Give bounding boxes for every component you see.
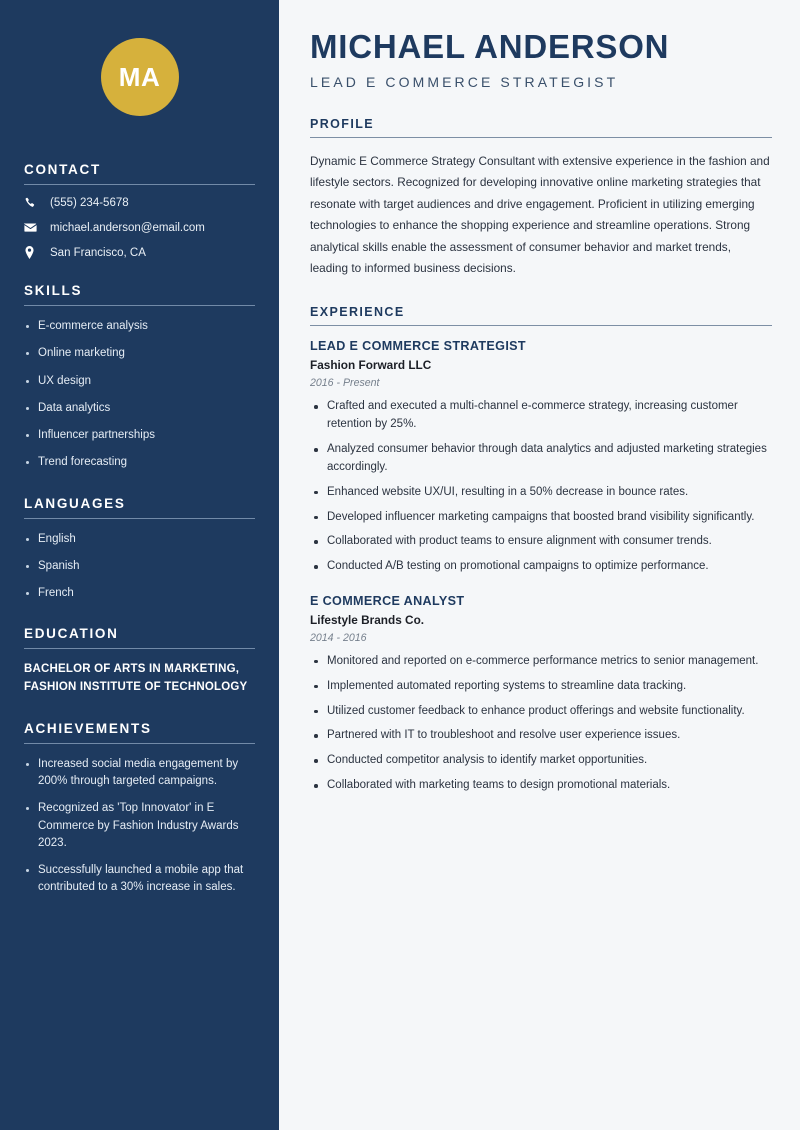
list-item: Data analytics <box>24 400 255 417</box>
profile-section <box>310 117 772 280</box>
education-divider <box>24 648 255 649</box>
contact-list <box>24 197 255 259</box>
profile-heading: PROFILE <box>310 116 374 131</box>
profile-text: Dynamic E Commerce Strategy Consultant with extensive experience in the fashion and lifestyle sectors. Recognized for developing innovative online marketing strategies that resonate with target audiences and drive engagement. Proficient in utilizing emerging technologies to enhance the shopping experience and streamline operations. Strong analytical skills enable the assessment of consumer behavior and market trends, leading to informed business decisions. <box>310 153 770 275</box>
education-entry: BACHELOR OF ARTS IN MARKETING, FASHION INSTITUTE OF TECHNOLOGY <box>24 663 248 694</box>
job-dates: 2016 - Present <box>310 377 380 390</box>
profile-divider <box>310 137 772 138</box>
contact-phone-value: (555) 234-5678 <box>50 197 129 209</box>
job-company: Fashion Forward LLC <box>310 358 432 373</box>
contact-location-value: San Francisco, CA <box>50 246 146 259</box>
achievements-divider <box>24 743 255 744</box>
experience-heading: EXPERIENCE <box>310 305 405 320</box>
list-item: Monitored and reported on e-commerce performance metrics to senior management. <box>310 653 772 671</box>
education-section <box>24 626 255 697</box>
contact-item-location[interactable] <box>24 246 255 259</box>
contact-divider <box>24 184 255 185</box>
experience-divider <box>310 325 772 326</box>
skills-list <box>24 318 255 472</box>
achievements-list <box>24 756 255 897</box>
avatar-container <box>24 0 255 162</box>
skills-divider <box>24 305 255 306</box>
location-pin-icon <box>24 246 42 259</box>
contact-item-email[interactable] <box>24 221 255 234</box>
page-title: MICHAEL ANDERSON <box>310 28 670 65</box>
avatar: MA <box>101 38 179 116</box>
experience-section <box>310 305 772 794</box>
job-dates: 2014 - 2016 <box>310 631 367 644</box>
list-item: Successfully launched a mobile app that contributed to a 30% increase in sales. <box>24 862 255 897</box>
job-title: LEAD E COMMERCE STRATEGIST <box>310 339 526 354</box>
job-bullets <box>310 398 772 576</box>
list-item: Collaborated with marketing teams to design promotional materials. <box>310 777 772 795</box>
list-item: Crafted and executed a multi-channel e-commerce strategy, increasing customer retention by 25%. <box>310 398 772 434</box>
job-bullets <box>310 653 772 795</box>
contact-item-phone[interactable] <box>24 197 255 209</box>
experience-job-2 <box>310 594 772 795</box>
list-item: E-commerce analysis <box>24 318 255 335</box>
languages-section <box>24 496 255 603</box>
skills-section <box>24 283 255 472</box>
list-item: Recognized as 'Top Innovator' in E Commerce by Fashion Industry Awards 2023. <box>24 800 255 852</box>
list-item: Collaborated with product teams to ensure alignment with consumer trends. <box>310 533 772 551</box>
achievements-heading: ACHIEVEMENTS <box>24 720 152 736</box>
job-subtitle: LEAD E COMMERCE STRATEGIST <box>310 73 619 90</box>
list-item: English <box>24 531 255 548</box>
job-company: Lifestyle Brands Co. <box>310 612 425 627</box>
list-item: Increased social media engagement by 200% through targeted campaigns. <box>24 756 255 791</box>
contact-email-value: michael.anderson@email.com <box>50 221 205 234</box>
list-item: Partnered with IT to troubleshoot and resolve user experience issues. <box>310 727 772 745</box>
skills-heading: SKILLS <box>24 283 83 298</box>
achievements-section <box>24 721 255 897</box>
phone-icon <box>24 197 42 209</box>
languages-divider <box>24 518 255 519</box>
list-item: Utilized customer feedback to enhance product offerings and website functionality. <box>310 703 772 721</box>
list-item: Analyzed consumer behavior through data analytics and adjusted marketing strategies accordingly. <box>310 441 772 477</box>
list-item: Conducted A/B testing on promotional campaigns to optimize performance. <box>310 558 772 576</box>
list-item: UX design <box>24 373 255 390</box>
list-item: Enhanced website UX/UI, resulting in a 50% decrease in bounce rates. <box>310 484 772 502</box>
list-item: Spanish <box>24 558 255 575</box>
languages-heading: LANGUAGES <box>24 495 126 511</box>
sidebar <box>0 0 279 1130</box>
list-item: Online marketing <box>24 345 255 362</box>
list-item: French <box>24 585 255 602</box>
languages-list <box>24 531 255 603</box>
list-item: Trend forecasting <box>24 454 255 471</box>
education-heading: EDUCATION <box>24 626 119 642</box>
list-item: Influencer partnerships <box>24 427 255 444</box>
list-item: Developed influencer marketing campaigns that boosted brand visibility significantly. <box>310 509 772 527</box>
list-item: Conducted competitor analysis to identify market opportunities. <box>310 752 772 770</box>
envelope-icon <box>24 221 42 234</box>
job-title: E COMMERCE ANALYST <box>310 593 465 608</box>
contact-heading: CONTACT <box>24 162 101 177</box>
experience-job-1 <box>310 339 772 576</box>
main-content <box>279 0 800 1130</box>
contact-section <box>24 162 255 259</box>
list-item: Implemented automated reporting systems to streamline data tracking. <box>310 678 772 696</box>
